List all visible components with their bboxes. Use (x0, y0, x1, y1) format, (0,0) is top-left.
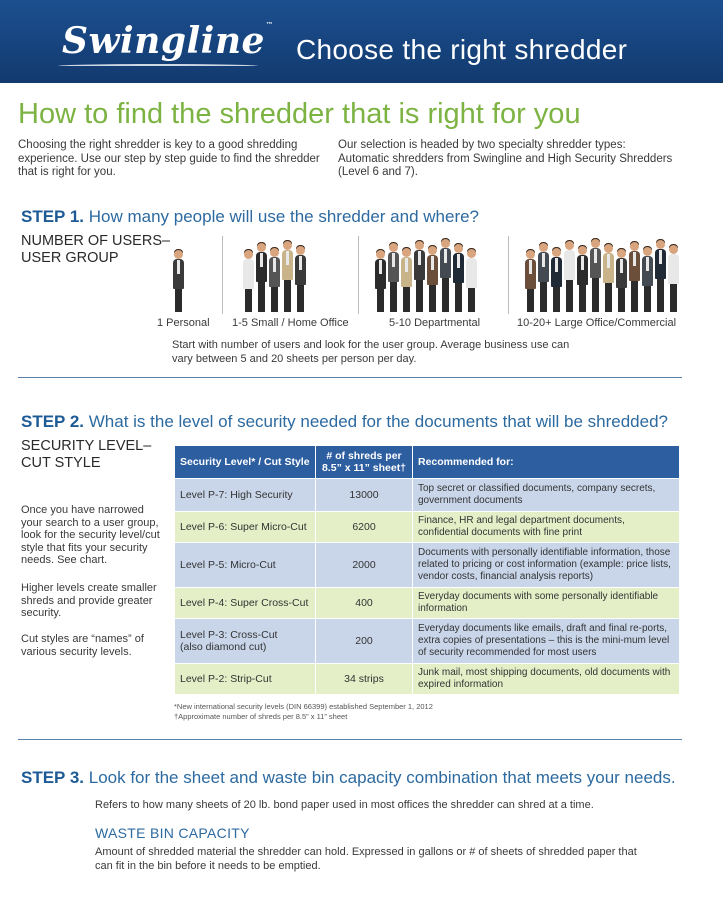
waste-bin-heading: WASTE BIN CAPACITY (95, 825, 250, 841)
step3-question: Look for the sheet and waste bin capacity combination that meets your needs. (88, 768, 676, 787)
step2-question: What is the level of security needed for the documents that will be shredded? (88, 412, 669, 431)
cell-level: Level P-7: High Security (175, 479, 316, 512)
cell-level (175, 619, 316, 664)
cell-level-line1: Level P-3: Cross-Cut (180, 629, 278, 641)
cell-shreds: 2000 (316, 543, 413, 588)
step1-heading (21, 207, 479, 227)
person-figure (388, 243, 399, 312)
person-figure (577, 246, 588, 312)
header-security-level: Security Level* / Cut Style (175, 446, 316, 479)
group-label-small-office: 1-5 Small / Home Office (232, 317, 349, 329)
users-note: Start with number of users and look for the user group. Average business use can vary between 5 and 20 sheets per person per day. (172, 339, 570, 365)
cell-shreds: 400 (316, 588, 413, 619)
cell-shreds: 6200 (316, 512, 413, 543)
step2-heading (21, 412, 668, 432)
intro-right: Our selection is headed by two specialty shredder types: Automatic shredders from Swingline and High Security Shredders (Level 6 and 7). (338, 139, 673, 178)
person-figure (243, 250, 254, 312)
section-divider (18, 377, 682, 378)
header-shreds-line2: 8.5” x 11” sheet† (321, 462, 407, 474)
page-header (0, 0, 723, 83)
security-level-heading (21, 438, 151, 472)
cell-level-line2: (also diamond cut) (180, 641, 267, 653)
security-level-table (174, 445, 680, 695)
person-figure (551, 248, 562, 312)
security-heading-line1: SECURITY LEVEL– (21, 438, 152, 454)
cell-recommended: Everyday documents like emails, draft and final re-ports, extra copies of presentations – this is the mini-mum level of security recommended for most users (413, 619, 680, 664)
trademark-mark: ™ (265, 20, 274, 29)
step2-label: STEP 2. (21, 412, 84, 431)
people-personal-image (173, 234, 184, 312)
table-row (175, 619, 680, 664)
header-shreds (316, 446, 413, 479)
person-figure (629, 242, 640, 312)
header-title: Choose the right shredder (296, 34, 628, 65)
step3-heading (21, 768, 676, 788)
person-figure (538, 243, 549, 312)
brand-name: Swingline (62, 20, 265, 62)
sheet-capacity-note: Refers to how many sheets of 20 lb. bond paper used in most offices the shredder can shred at a time. (95, 799, 594, 811)
footnote-security-levels: *New international security levels (DIN 66399) established September 1, 2012 (174, 702, 433, 711)
table-row (175, 664, 680, 695)
cell-level: Level P-2: Strip-Cut (175, 664, 316, 695)
group-label-large-office: 10-20+ Large Office/Commercial (517, 317, 677, 329)
table-header-row (175, 446, 680, 479)
header-shreds-line1: # of shreds per (326, 450, 402, 462)
person-figure (414, 241, 425, 312)
person-figure (375, 250, 386, 312)
cell-recommended: Finance, HR and legal department documents, confidential documents with fine print (413, 512, 680, 543)
person-figure (282, 241, 293, 312)
person-figure (603, 244, 614, 312)
waste-bin-note: Amount of shredded material the shredder can hold. Expressed in gallons or # of sheets of shredded paper that can fit in the bin before it needs to be emptied. (95, 846, 637, 872)
sidebar-note-narrow: Once you have narrowed your search to a user group, look for the security level/cut style that fits your security needs. See chart. (21, 504, 160, 566)
step1-label: STEP 1. (21, 207, 84, 226)
person-figure (655, 240, 666, 312)
cell-level: Level P-6: Super Micro-Cut (175, 512, 316, 543)
person-figure (440, 239, 451, 312)
header-recommended: Recommended for: (413, 446, 680, 479)
table-row (175, 588, 680, 619)
person-figure (525, 250, 536, 312)
main-title: How to find the shredder that is right for you (18, 98, 581, 130)
person-figure (295, 246, 306, 312)
person-figure (668, 245, 679, 312)
cell-shreds: 200 (316, 619, 413, 664)
people-large-office-image (525, 234, 679, 312)
intro-left: Choosing the right shredder is key to a good shredding experience. Use our step by step guide to find the shredder that is right for you. (18, 139, 320, 178)
cell-recommended: Everyday documents with some personally identifiable information (413, 588, 680, 619)
people-departmental-image (375, 234, 477, 312)
step3-label: STEP 3. (21, 768, 84, 787)
group-divider (222, 236, 223, 314)
users-group-heading (21, 233, 170, 267)
person-figure (616, 249, 627, 312)
users-heading-line2: USER GROUP (21, 250, 119, 266)
people-small-office-image (243, 234, 306, 312)
swingline-logo (62, 20, 273, 62)
person-figure (401, 248, 412, 312)
person-figure (466, 249, 477, 312)
person-figure (269, 248, 280, 312)
cell-recommended: Documents with personally identifiable information, those related to pricing or cost information (example: price lists, vendor costs, financial analysis reports) (413, 543, 680, 588)
table-row (175, 512, 680, 543)
person-figure (256, 243, 267, 312)
group-label-departmental: 5-10 Departmental (389, 317, 481, 329)
security-heading-line2: CUT STYLE (21, 455, 101, 471)
logo-swoosh (58, 64, 258, 68)
person-figure (453, 244, 464, 312)
group-divider (508, 236, 509, 314)
footnote-shreds: †Approximate number of shreds per 8.5” x 11” sheet (174, 712, 348, 721)
cell-shreds: 34 strips (316, 664, 413, 695)
cell-recommended: Top secret or classified documents, company secrets, government documents (413, 479, 680, 512)
cell-level: Level P-4: Super Cross-Cut (175, 588, 316, 619)
person-figure (642, 247, 653, 312)
section-divider (18, 739, 682, 740)
cell-level: Level P-5: Micro-Cut (175, 543, 316, 588)
cell-shreds: 13000 (316, 479, 413, 512)
sidebar-note-names: Cut styles are “names” of various security levels. (21, 633, 144, 658)
person-figure (427, 246, 438, 312)
person-figure (564, 241, 575, 312)
person-figure (590, 239, 601, 312)
group-label-personal: 1 Personal (157, 317, 210, 329)
sidebar-note-levels: Higher levels create smaller shreds and provide greater security. (21, 582, 157, 619)
group-divider (358, 236, 359, 314)
users-heading-line1: NUMBER OF USERS– (21, 233, 171, 249)
cell-recommended: Junk mail, most shipping documents, old documents with expired information (413, 664, 680, 695)
table-row (175, 543, 680, 588)
table-row (175, 479, 680, 512)
step1-question: How many people will use the shredder and where? (88, 207, 480, 226)
person-figure (173, 250, 184, 312)
